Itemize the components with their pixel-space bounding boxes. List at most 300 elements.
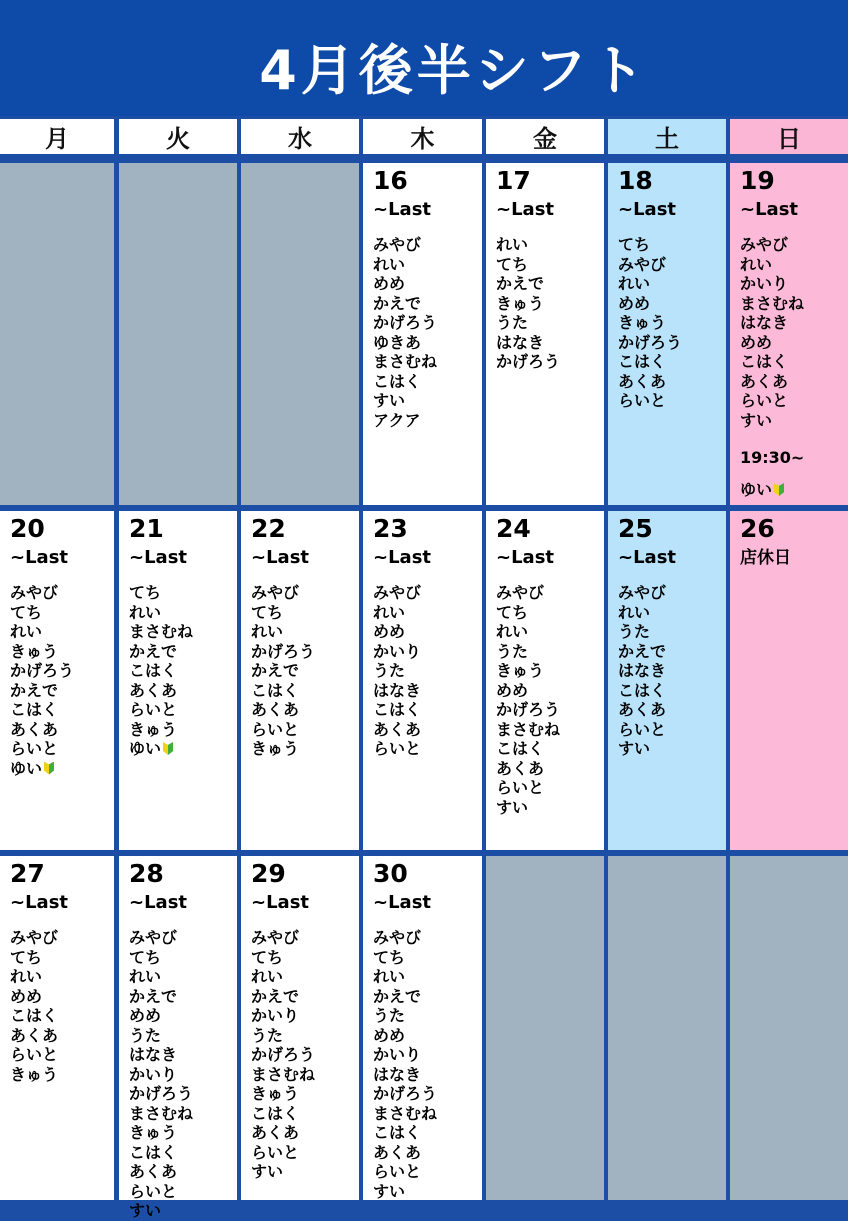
staff-name (618, 235, 726, 255)
staff-name (129, 1045, 237, 1065)
staff-name (496, 255, 604, 275)
staff-name-text: はなき (373, 680, 422, 700)
staff-name-text: はなき (129, 1045, 178, 1064)
staff-name (618, 294, 726, 314)
staff-name (618, 255, 726, 275)
staff-name-text: あくあ (373, 1142, 422, 1162)
staff-name-text: すい (740, 410, 773, 430)
staff-name-text: らいと (373, 1162, 422, 1181)
shift-time: ~Last (129, 892, 188, 913)
staff-name (740, 480, 848, 500)
staff-name (129, 1182, 237, 1202)
staff-name-text: かげろう (251, 1045, 316, 1064)
staff-name-text: かいり (129, 1064, 178, 1084)
staff-name-text: れい (496, 235, 529, 254)
staff-name (251, 1123, 359, 1143)
staff-name-text: かえで (129, 986, 178, 1006)
staff-name-text: かいり (251, 1006, 300, 1025)
staff-name-text: こはく (251, 1103, 300, 1123)
day-number: 22 (251, 514, 286, 543)
staff-name-text: まさむね (740, 293, 805, 313)
staff-name-text: かげろう (10, 661, 75, 680)
staff-name (373, 720, 482, 740)
staff-name (251, 1104, 359, 1124)
staff-name (373, 411, 482, 431)
day-cell (730, 511, 848, 850)
staff-name-text: かえで (618, 641, 667, 661)
staff-name-text: すい (496, 797, 529, 817)
staff-name (129, 967, 237, 987)
late-shift-time: 19:30~ (740, 448, 805, 467)
weekday-header: 土 (608, 119, 726, 154)
staff-name-text: めめ (10, 986, 43, 1006)
staff-name (496, 798, 604, 818)
staff-name (496, 333, 604, 353)
staff-name (251, 1045, 359, 1065)
staff-name-text: きゅう (251, 739, 300, 758)
staff-name-text: れい (10, 622, 43, 641)
staff-name-text: かえで (496, 274, 545, 293)
staff-name (618, 391, 726, 411)
staff-name-text: みやび (251, 583, 300, 602)
day-cell (730, 856, 848, 1200)
day-number: 30 (373, 859, 408, 888)
staff-list (10, 928, 114, 1084)
staff-name-text: ゆい (740, 480, 773, 499)
day-number: 28 (129, 859, 164, 888)
day-cell (119, 511, 237, 850)
staff-name-text: みやび (129, 928, 178, 947)
staff-name-text: ゆい (129, 739, 162, 758)
shift-time: ~Last (496, 547, 555, 568)
staff-name (740, 235, 848, 255)
staff-name-text: らいと (129, 1181, 178, 1201)
staff-name-text: あくあ (251, 700, 300, 719)
staff-name (740, 255, 848, 275)
staff-name (129, 583, 237, 603)
staff-name-text: あくあ (129, 680, 178, 700)
day-number: 18 (618, 166, 653, 195)
staff-name (10, 700, 114, 720)
staff-name-text: まさむね (373, 352, 438, 371)
staff-name-text: てち (618, 235, 651, 254)
staff-name-text: あくあ (10, 719, 59, 739)
staff-name-text: まさむね (129, 1103, 194, 1123)
beginner-leaf-icon (163, 742, 173, 755)
staff-name-text: あくあ (373, 719, 422, 739)
staff-name-text: れい (251, 967, 284, 986)
staff-name (496, 739, 604, 759)
staff-name-text: こはく (10, 700, 59, 719)
staff-name-text: れい (618, 602, 651, 622)
staff-name (496, 681, 604, 701)
staff-name (10, 642, 114, 662)
day-number: 23 (373, 514, 408, 543)
staff-name-text: めめ (373, 622, 406, 641)
staff-name (251, 583, 359, 603)
staff-name (10, 583, 114, 603)
staff-name-text: きゅう (496, 661, 545, 680)
staff-name (10, 622, 114, 642)
beginner-leaf-icon (774, 483, 784, 496)
staff-name-text: かいり (373, 1045, 422, 1064)
staff-name (373, 333, 482, 353)
staff-name-text: かいり (740, 274, 789, 293)
staff-name (251, 720, 359, 740)
shift-time: ~Last (618, 199, 677, 220)
staff-name (373, 987, 482, 1007)
staff-name-text: めめ (618, 293, 651, 313)
closed-label: 店休日 (740, 548, 791, 568)
staff-name-text: みやび (373, 928, 422, 947)
staff-name-text: てち (496, 254, 529, 274)
staff-name-text: みやび (10, 583, 59, 602)
day-cell (608, 511, 726, 850)
staff-name (373, 700, 482, 720)
beginner-leaf-icon (44, 762, 54, 775)
staff-name-text: てち (129, 583, 162, 602)
staff-name (618, 313, 726, 333)
staff-name-text: らいと (740, 391, 789, 410)
staff-name-text: らいと (251, 719, 300, 739)
staff-name (740, 333, 848, 353)
staff-name-text: れい (10, 967, 43, 986)
staff-name (251, 967, 359, 987)
staff-name (373, 1045, 482, 1065)
staff-name (373, 313, 482, 333)
staff-name-text: ゆきあ (373, 332, 422, 352)
day-number: 19 (740, 166, 775, 195)
staff-name-text: みやび (373, 583, 422, 602)
staff-name (251, 928, 359, 948)
staff-name (251, 603, 359, 623)
staff-list (373, 583, 482, 759)
staff-name-text: れい (373, 967, 406, 986)
staff-name-text: れい (618, 274, 651, 293)
staff-name-text: はなき (618, 661, 667, 680)
staff-name (373, 1026, 482, 1046)
shift-time: ~Last (129, 547, 188, 568)
staff-name (373, 1065, 482, 1085)
staff-name-text: まさむね (251, 1064, 316, 1084)
staff-name (373, 352, 482, 372)
staff-name (373, 294, 482, 314)
staff-name-text: かえで (373, 293, 422, 313)
shift-time: ~Last (10, 547, 69, 568)
staff-name (373, 661, 482, 681)
staff-name-text: あくあ (129, 1162, 178, 1181)
staff-name-text: てち (373, 947, 406, 967)
staff-name-text: きゅう (10, 1064, 59, 1084)
staff-name (251, 1162, 359, 1182)
staff-name (10, 720, 114, 740)
staff-name (373, 1123, 482, 1143)
staff-name (618, 700, 726, 720)
staff-name-text: かえで (373, 986, 422, 1006)
staff-name (129, 603, 237, 623)
weekday-header: 火 (119, 119, 237, 154)
day-cell (119, 163, 237, 505)
staff-name (129, 642, 237, 662)
staff-list (251, 583, 359, 759)
shift-time: ~Last (496, 199, 555, 220)
day-number: 24 (496, 514, 531, 543)
staff-name (496, 294, 604, 314)
staff-name (129, 1026, 237, 1046)
staff-name-text: こはく (618, 680, 667, 700)
staff-name-text: れい (373, 602, 406, 622)
staff-name (373, 967, 482, 987)
staff-name (10, 967, 114, 987)
staff-name-text: まさむね (373, 1103, 438, 1123)
staff-name-text: めめ (373, 274, 406, 293)
staff-name-text: れい (129, 967, 162, 986)
staff-name-text: みやび (10, 928, 59, 947)
staff-name-text: こはく (740, 352, 789, 371)
day-cell (0, 856, 114, 1200)
staff-name-text: てち (129, 947, 162, 967)
staff-name-text: らいと (618, 719, 667, 739)
staff-name (373, 739, 482, 759)
staff-name-text: かげろう (496, 700, 561, 719)
day-number: 27 (10, 859, 45, 888)
staff-name (740, 274, 848, 294)
staff-name (496, 313, 604, 333)
staff-name-text: ゆい (10, 758, 43, 778)
staff-name (740, 352, 848, 372)
staff-name-text: うた (373, 661, 406, 680)
staff-name-text: かげろう (129, 1084, 194, 1103)
staff-name-text: れい (373, 254, 406, 274)
day-cell (486, 856, 604, 1200)
staff-name (373, 235, 482, 255)
staff-name-text: アクア (373, 410, 421, 430)
staff-name (618, 603, 726, 623)
staff-name (129, 1084, 237, 1104)
day-number: 26 (740, 514, 775, 543)
staff-name-text: うた (251, 1025, 284, 1045)
staff-name (10, 661, 114, 681)
staff-name-text: かげろう (496, 352, 561, 371)
day-cell (241, 163, 359, 505)
staff-name (129, 987, 237, 1007)
staff-name-text: きゅう (129, 719, 178, 739)
staff-name (10, 603, 114, 623)
shift-time: ~Last (373, 892, 432, 913)
staff-name (618, 372, 726, 392)
day-cell (241, 511, 359, 850)
staff-name-text: あくあ (618, 700, 667, 719)
staff-name-text: こはく (618, 352, 667, 371)
staff-name (740, 411, 848, 431)
staff-name (496, 603, 604, 623)
staff-name-text: らいと (373, 739, 422, 758)
staff-name-text: きゅう (10, 641, 59, 661)
staff-name-text: こはく (129, 661, 178, 680)
header-bar (0, 0, 848, 116)
staff-name (373, 372, 482, 392)
staff-name (129, 1065, 237, 1085)
staff-name-text: みやび (251, 928, 300, 947)
staff-name (129, 1143, 237, 1163)
staff-name (496, 700, 604, 720)
staff-name-text: かげろう (373, 1084, 438, 1103)
staff-name (618, 681, 726, 701)
staff-name-text: かえで (10, 680, 59, 700)
staff-name (129, 1104, 237, 1124)
staff-name-text: はなき (740, 313, 789, 332)
shift-time: ~Last (251, 892, 310, 913)
staff-name-text: れい (129, 602, 162, 622)
staff-name-text: らいと (251, 1142, 300, 1162)
staff-name (10, 681, 114, 701)
staff-name-text: みやび (373, 235, 422, 254)
staff-list (251, 928, 359, 1182)
staff-name (373, 1162, 482, 1182)
staff-name (373, 948, 482, 968)
staff-name (10, 739, 114, 759)
staff-name-text: こはく (10, 1006, 59, 1025)
staff-name (618, 739, 726, 759)
staff-name-text: めめ (129, 1006, 162, 1025)
staff-name (10, 928, 114, 948)
staff-name (618, 720, 726, 740)
staff-name (251, 1084, 359, 1104)
staff-name (496, 759, 604, 779)
staff-name-text: まさむね (129, 622, 194, 641)
staff-name-text: らいと (10, 1045, 59, 1064)
shift-time: ~Last (10, 892, 69, 913)
staff-list (129, 583, 237, 759)
staff-list (618, 235, 726, 411)
staff-name (251, 681, 359, 701)
staff-name-text: かえで (251, 661, 300, 680)
staff-name (373, 583, 482, 603)
staff-name (251, 661, 359, 681)
staff-name-text: あくあ (618, 371, 667, 391)
staff-list (129, 928, 237, 1221)
staff-name-text: めめ (496, 680, 529, 700)
staff-name (740, 391, 848, 411)
day-cell (608, 163, 726, 505)
staff-name-text: てち (496, 602, 529, 622)
staff-list (10, 583, 114, 778)
staff-name (251, 700, 359, 720)
staff-list (496, 235, 604, 372)
staff-name (10, 987, 114, 1007)
staff-name-text: みやび (496, 583, 545, 602)
staff-name-text: あくあ (251, 1123, 300, 1142)
staff-name (373, 603, 482, 623)
staff-name (251, 1026, 359, 1046)
shift-time: ~Last (373, 199, 432, 220)
staff-name-text: みやび (740, 235, 789, 254)
staff-name-text: かえで (251, 986, 300, 1006)
staff-list (373, 235, 482, 430)
staff-name (129, 700, 237, 720)
day-cell (363, 856, 482, 1200)
staff-name-text: こはく (129, 1142, 178, 1162)
staff-name (10, 1045, 114, 1065)
staff-name (129, 681, 237, 701)
shift-time: ~Last (373, 547, 432, 568)
day-number: 21 (129, 514, 164, 543)
day-cell (119, 856, 237, 1220)
staff-name (373, 1143, 482, 1163)
staff-name (10, 759, 114, 779)
day-cell (608, 856, 726, 1200)
staff-name (373, 391, 482, 411)
staff-name (740, 294, 848, 314)
staff-name-text: らいと (10, 739, 59, 758)
staff-name (129, 720, 237, 740)
staff-name (496, 720, 604, 740)
staff-name (373, 622, 482, 642)
staff-name (618, 333, 726, 353)
staff-name-text: れい (740, 254, 773, 274)
staff-name-text: はなき (496, 332, 545, 352)
staff-list (618, 583, 726, 759)
staff-name-text: あくあ (740, 371, 789, 391)
staff-name (251, 739, 359, 759)
weekday-header: 日 (730, 119, 848, 154)
shift-time: ~Last (740, 199, 799, 220)
staff-name-text: うた (373, 1006, 406, 1025)
day-cell (363, 511, 482, 850)
staff-name-text: はなき (373, 1064, 422, 1084)
weekday-header: 金 (486, 119, 604, 154)
staff-name-text: てち (251, 602, 284, 622)
staff-name (251, 642, 359, 662)
staff-name-text: めめ (740, 332, 773, 352)
staff-name-text: かいり (373, 641, 422, 661)
staff-name-text: あくあ (496, 758, 545, 778)
day-number: 25 (618, 514, 653, 543)
staff-name-text: れい (251, 622, 284, 641)
staff-name (373, 681, 482, 701)
staff-name (618, 352, 726, 372)
staff-name-text: すい (373, 391, 406, 410)
staff-name-text: きゅう (496, 293, 545, 313)
late-staff-list (740, 480, 848, 500)
staff-name-text: れい (496, 622, 529, 641)
day-number: 20 (10, 514, 45, 543)
staff-name-text: てち (10, 947, 43, 967)
staff-name-text: みやび (618, 583, 667, 602)
weekday-header: 月 (0, 119, 114, 154)
staff-name (496, 642, 604, 662)
weekday-header: 水 (241, 119, 359, 154)
staff-name (740, 372, 848, 392)
day-cell (363, 163, 482, 505)
staff-name-text: きゅう (618, 313, 667, 332)
day-cell (241, 856, 359, 1200)
staff-name (129, 622, 237, 642)
day-cell (0, 511, 114, 850)
day-number: 16 (373, 166, 408, 195)
staff-name (373, 928, 482, 948)
staff-name-text: すい (251, 1162, 284, 1181)
staff-name (373, 1084, 482, 1104)
day-cell (0, 163, 114, 505)
staff-name-text: めめ (373, 1025, 406, 1045)
staff-name (251, 1143, 359, 1163)
staff-name-text: かげろう (618, 332, 683, 352)
staff-name (129, 948, 237, 968)
staff-name-text: こはく (496, 739, 545, 758)
staff-name (618, 583, 726, 603)
staff-name-text: らいと (496, 778, 545, 797)
